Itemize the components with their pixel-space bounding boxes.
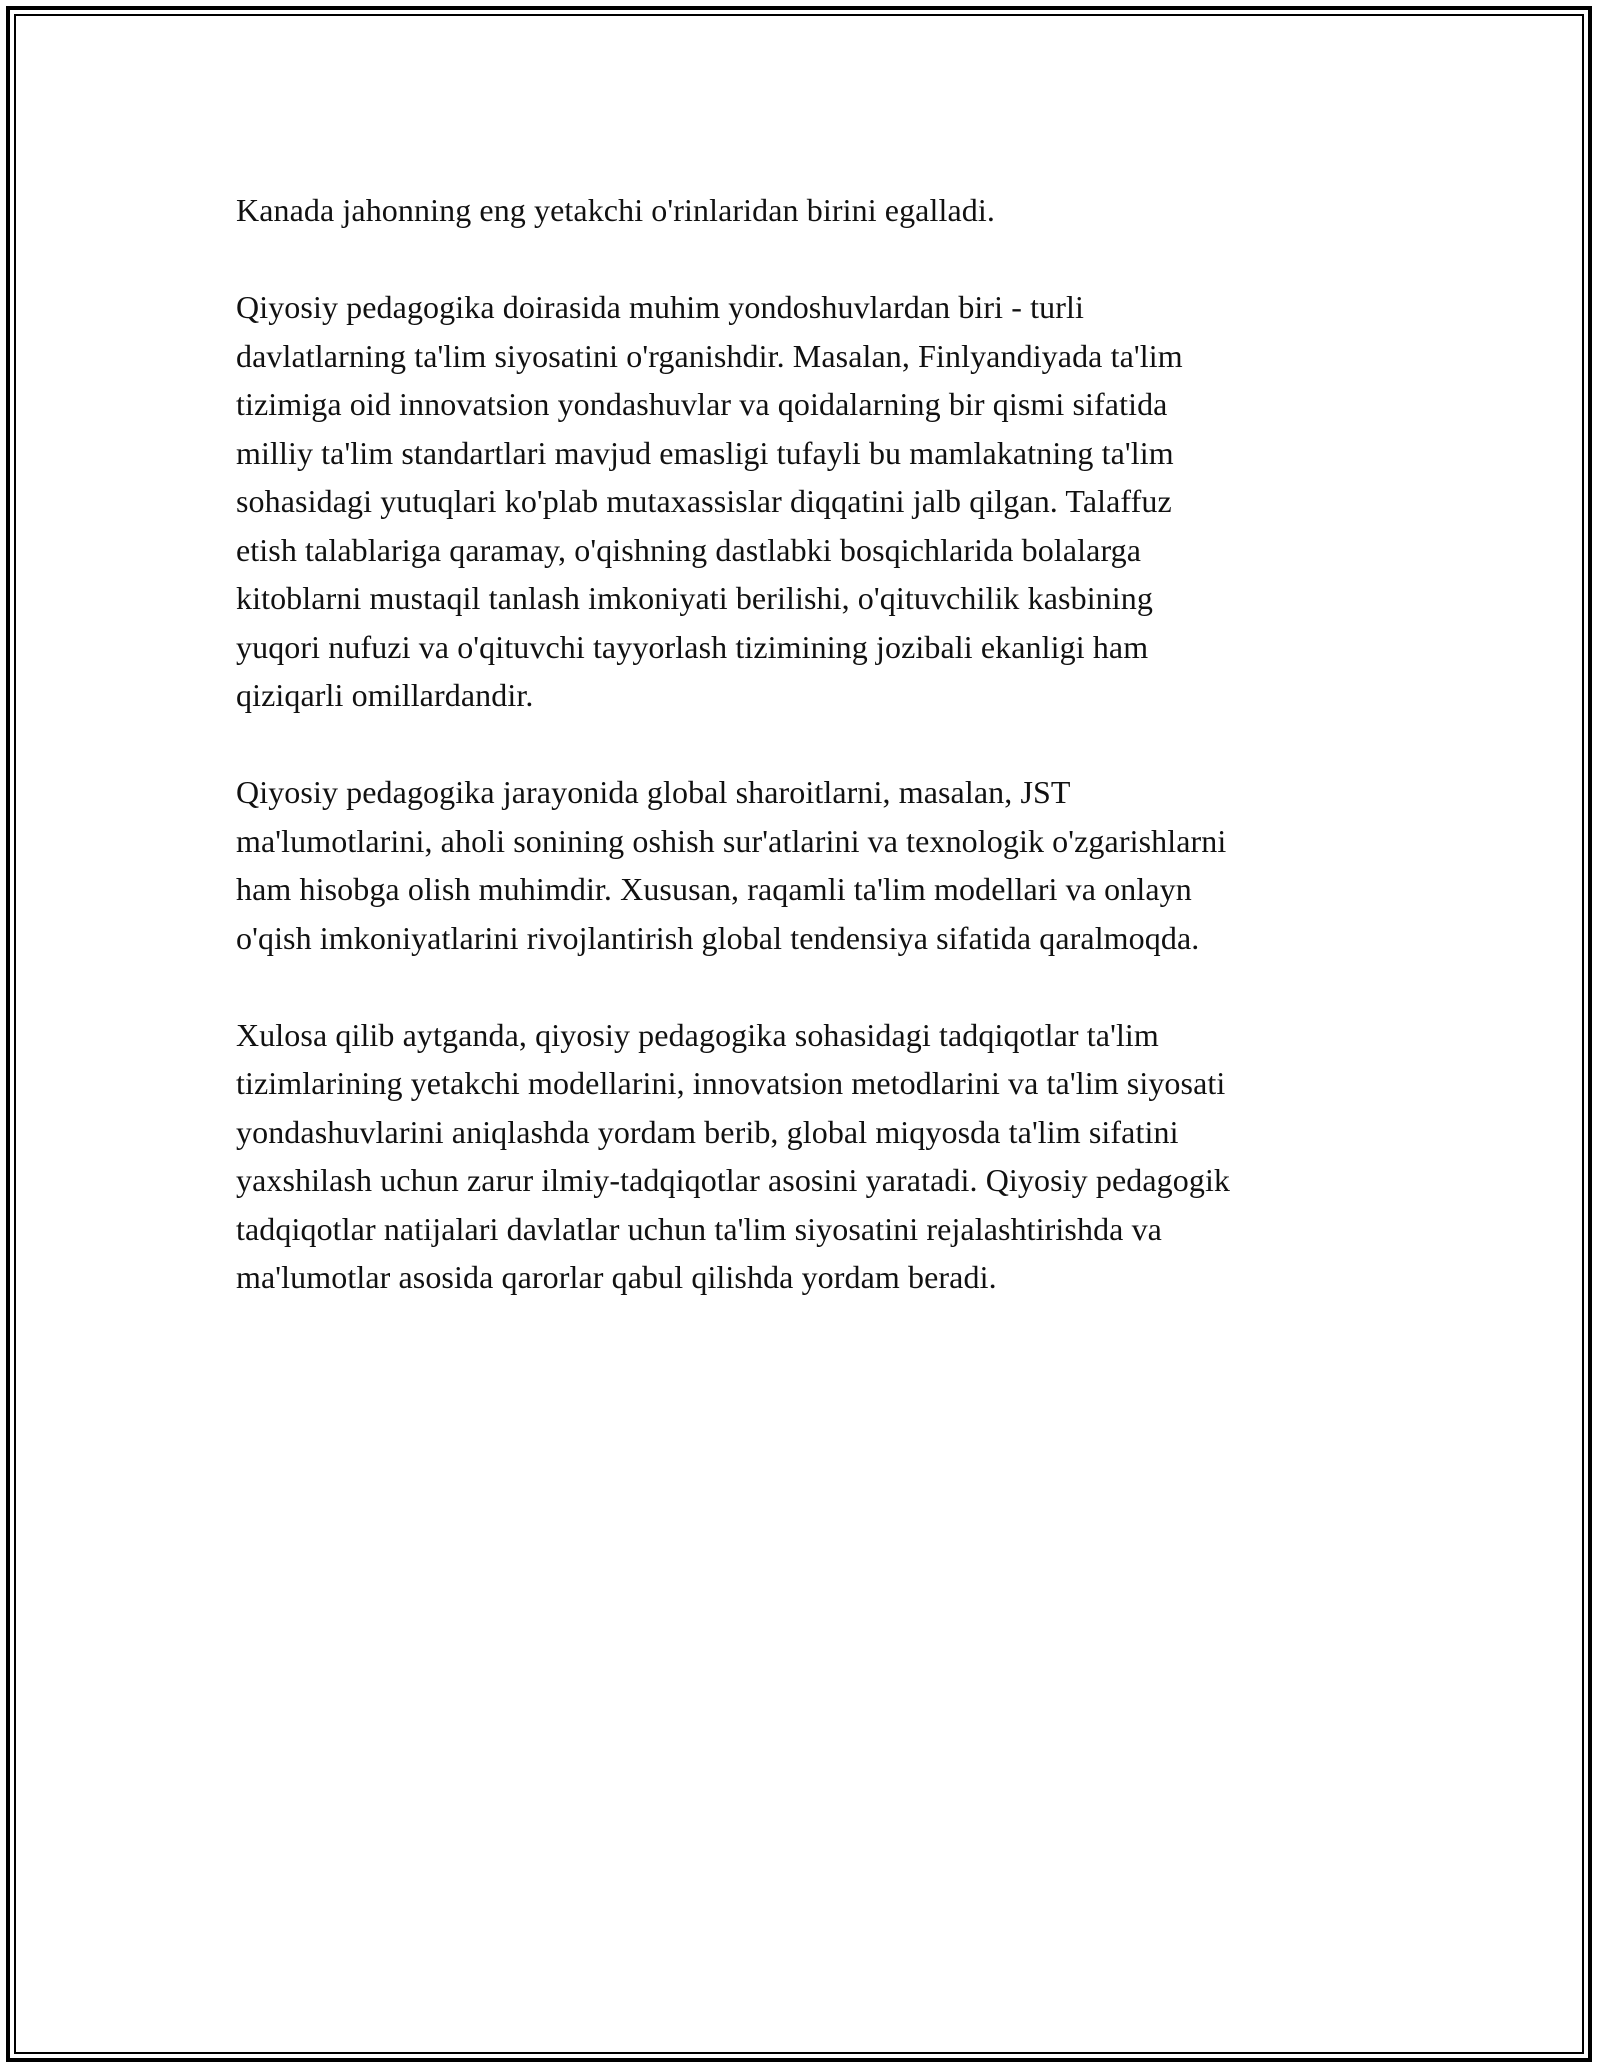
paragraph-global-conditions: Qiyosiy pedagogika jarayonida global sharoitlarni, masalan, JST ma'lumotlarini, aholi sonining oshish sur'atlarini va texnologik o'zgarishlarni ham hisobga olish muhimdir. Xususan, raqamli ta'lim modellari va onlayn o'qish imkoniyatlarini rivojlantirish global tendensiya sifatida qaralmoqda.: [236, 774, 1227, 956]
document-body: [236, 186, 1396, 1350]
paragraph-intro: Kanada jahonning eng yetakchi o'rinlaridan birini egalladi.: [236, 192, 995, 228]
paragraph-finland: Qiyosiy pedagogika doirasida muhim yondoshuvlardan biri - turli davlatlarning ta'lim siyosatini o'rganishdir. Masalan, Finlyandiyada ta'lim tizimiga oid innovatsion yondashuvlar va qoidalarning bir qismi sifatida milliy ta'lim standartlari mavjud emasligi tufayli bu mamlakatning ta'lim sohasidagi yutuqlari ko'plab mutaxassislar diqqatini jalb qilgan. Talaffuz etish talablariga qaramay, o'qishning dastlabki bosqichlarida bolalarga kitoblarni mustaqil tanlash imkoniyati berilishi, o'qituvchilik kasbining yuqori nufuzi va o'qituvchi tayyorlash tizimining jozibali ekanligi ham qiziqarli omillardandir.: [236, 289, 1183, 713]
paragraph-conclusion: Xulosa qilib aytganda, qiyosiy pedagogika sohasidagi tadqiqotlar ta'lim tizimlarining yetakchi modellarini, innovatsion metodlarini va ta'lim siyosati yondashuvlarini aniqlashda yordam berib, global miqyosda ta'lim sifatini yaxshilash uchun zarur ilmiy-tadqiqotlar asosini yaratadi. Qiyosiy pedagogik tadqiqotlar natijalari davlatlar uchun ta'lim siyosatini rejalashtirishda va ma'lumotlar asosida qarorlar qabul qilishda yordam beradi.: [236, 1016, 1231, 1295]
